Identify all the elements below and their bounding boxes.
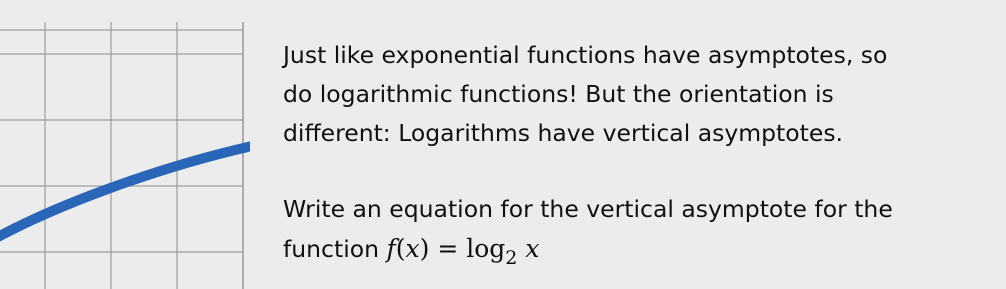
formula-base: 2 xyxy=(505,247,518,269)
intro-line: Just like exponential functions have asymptotes, so xyxy=(283,41,888,69)
formula-arg: x xyxy=(525,234,540,263)
intro-paragraph xyxy=(283,36,887,153)
formula-var: x xyxy=(405,234,420,263)
function-formula: $f(x) = \log_2 x$ xyxy=(386,234,540,269)
intro-line: do logarithmic functions! But the orientation is xyxy=(283,80,834,108)
log-curve xyxy=(0,146,250,238)
intro-line: different: Logarithms have vertical asymptotes. xyxy=(283,119,844,147)
formula-log: log xyxy=(466,234,506,263)
log-graph-crop xyxy=(0,0,250,289)
formula-f: f xyxy=(386,234,396,263)
question-line xyxy=(283,229,893,269)
question-paragraph xyxy=(283,190,893,269)
question-line: Write an equation for the vertical asymptote for the xyxy=(283,195,893,223)
question-prefix: function xyxy=(283,235,379,263)
